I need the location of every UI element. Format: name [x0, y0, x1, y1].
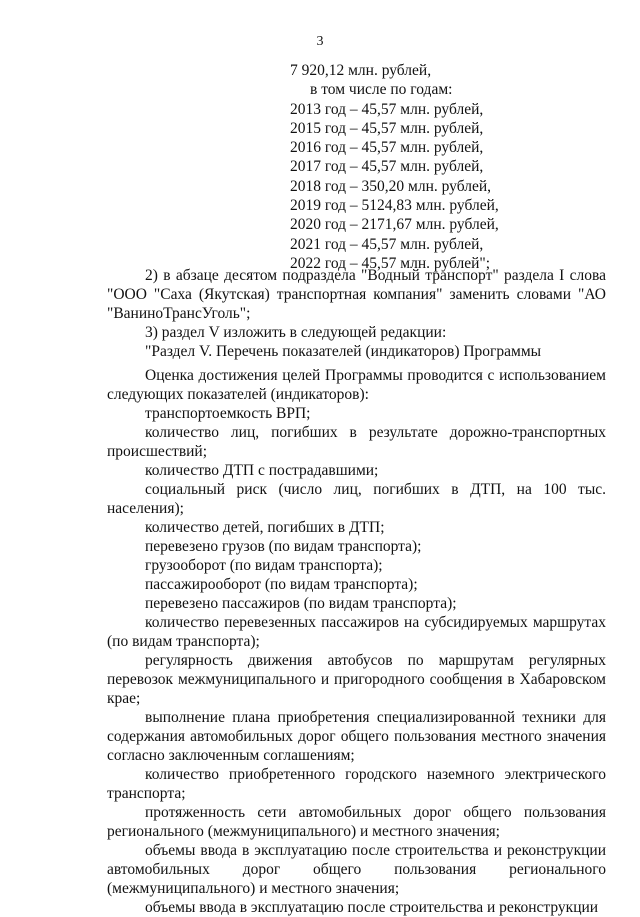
indicator-item: количество ДТП с пострадавшими; — [145, 462, 379, 479]
funding-year-2013: 2013 год – 45,57 млн. рублей, — [290, 100, 484, 118]
indicator-item: социальный риск (число лиц, погибших в ДТП, на 100 тыс. населения); — [107, 481, 606, 517]
indicator-item: объемы ввода в эксплуатацию после строительства и реконструкции — [145, 899, 599, 916]
indicator-item: количество приобретенного городского наземного электрического транспорта; — [107, 766, 606, 802]
indicator-item: объемы ввода в эксплуатацию после строительства и реконструкции автомобильных дорог общего пользования регионального (межмуниципального) и местного значения; — [107, 842, 606, 897]
funding-total: 7 920,12 млн. рублей, — [290, 62, 432, 79]
indicator-item: перевезено грузов (по видам транспорта); — [145, 538, 422, 555]
funding-year-2020: 2020 год – 2171,67 млн. рублей, — [290, 216, 499, 234]
indicator-item: протяженность сети автомобильных дорог общего пользования регионального (межмуниципального) и местного значения; — [107, 804, 606, 840]
funding-year-2017: 2017 год – 45,57 млн. рублей, — [290, 158, 484, 176]
funding-year-2018: 2018 год – 350,20 млн. рублей, — [290, 177, 492, 195]
indicator-item: грузооборот (по видам транспорта); — [145, 557, 383, 574]
indicator-item: пассажирооборот (по видам транспорта); — [145, 576, 418, 593]
funding-year-2019: 2019 год – 5124,83 млн. рублей, — [290, 197, 499, 215]
page-number: 3 — [316, 34, 324, 49]
amendment-item-3: 3) раздел V изложить в следующей редакции: — [145, 324, 447, 341]
indicator-item: транспортоемкость ВРП; — [145, 405, 311, 422]
document-body — [107, 266, 606, 917]
indicators-intro: Оценка достижения целей Программы проводится с использованием следующих показателей (индикаторов): — [107, 367, 606, 403]
funding-year-2016: 2016 год – 45,57 млн. рублей, — [290, 139, 484, 157]
funding-year-2022: 2022 год – 45,57 млн. рублей"; — [290, 254, 491, 272]
funding-year-2015: 2015 год – 45,57 млн. рублей, — [290, 119, 484, 137]
funding-by-years-intro: в том числе по годам: — [310, 81, 453, 99]
indicator-item: регулярность движения автобусов по маршрутам регулярных перевозок межмуниципального и пригородного сообщения в Хабаровском крае; — [107, 652, 606, 707]
indicator-item: количество перевезенных пассажиров на субсидируемых маршрутах (по видам транспорта); — [107, 614, 606, 650]
funding-year-2021: 2021 год – 45,57 млн. рублей, — [290, 235, 484, 253]
amendment-item-2: 2) в абзаце десятом подраздела "Водный транспорт" раздела I слова "ООО "Саха (Якутская) транспортная компания" заменить словами "АО "ВаниноТрансУголь"; — [107, 267, 606, 322]
indicator-item: выполнение плана приобретения специализированной техники для содержания автомобильных дорог общего пользования местного значения согласно заключенным соглашениям; — [107, 709, 606, 764]
funding-block — [290, 61, 590, 273]
indicator-item: количество детей, погибших в ДТП; — [145, 519, 385, 536]
indicator-item: перевезено пассажиров (по видам транспорта); — [145, 595, 457, 612]
section-title: "Раздел V. Перечень показателей (индикаторов) Программы — [145, 343, 542, 360]
indicator-item: количество лиц, погибших в результате дорожно-транспортных происшествий; — [107, 424, 606, 460]
